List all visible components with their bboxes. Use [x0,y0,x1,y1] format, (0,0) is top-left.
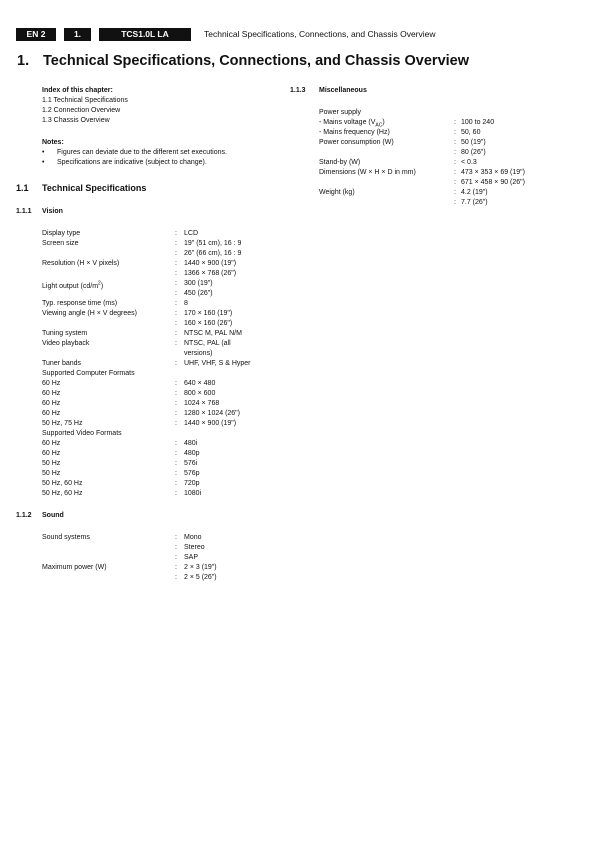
spec-colon: : [175,390,177,397]
spec-value: 50 (19") [461,139,486,146]
spec-row [42,289,302,299]
spec-value: 640 × 480 [184,380,216,387]
spec-value: 4.2 (19") [461,189,488,196]
section-1-1-1-number: 1.1.1 [16,208,32,215]
spec-label: Tuner bands [42,360,82,367]
spec-row [42,449,302,459]
spec-value: 7.7 (26") [461,199,488,206]
spec-row [42,259,302,269]
spec-label: Display type [42,230,81,237]
spec-colon: : [175,574,177,581]
spec-label: Stand-by (W) [319,159,361,166]
spec-label: 60 Hz [42,440,61,447]
note-bullet: • [42,159,45,166]
spec-value: < 0.3 [461,159,477,166]
spec-colon: : [175,410,177,417]
spec-row [42,359,302,369]
spec-row [319,128,579,138]
spec-row [42,239,302,249]
spec-colon: : [454,119,456,126]
spec-label: Typ. response time (ms) [42,300,118,307]
spec-value: 19" (51 cm), 16 : 9 [184,240,242,247]
spec-value: 160 × 160 (26") [184,320,233,327]
spec-label: 50 Hz, 60 Hz [42,480,83,487]
spec-label: Dimensions (W × H × D in mm) [319,169,416,176]
note-item: Specifications are indicative (subject to change). [57,159,207,166]
spec-row [319,198,579,208]
spec-label: - Mains voltage $(V_{AC})$ [319,119,385,129]
spec-value: UHF, VHF, S & Hyper [184,360,251,367]
spec-value: SAP [184,554,199,561]
spec-value: LCD [184,230,199,237]
page-number-tab: EN 2 [16,28,56,41]
spec-colon: : [454,129,456,136]
spec-colon: : [175,360,177,367]
spec-label: Power consumption (W) [319,139,394,146]
spec-row [42,309,302,319]
model-tab: TCS1.0L LA [99,28,191,41]
spec-colon: : [175,300,177,307]
header-title: Technical Specifications, Connections, and Chassis Overview [204,29,436,39]
chapter-title-text: Technical Specifications, Connections, and Chassis Overview [43,53,470,69]
spec-colon: : [175,460,177,467]
spec-value: 480i [184,440,198,447]
spec-label: 60 Hz [42,410,61,417]
notes-heading: Notes: [42,139,64,146]
spec-value: 576p [184,470,200,477]
spec-row [42,439,302,449]
spec-colon: : [175,400,177,407]
spec-row [42,563,302,573]
spec-value: NTSC M, PAL N/M [184,330,242,337]
spec-colon: : [454,169,456,176]
spec-row [42,349,302,359]
spec-label: Sound systems [42,534,90,541]
section-1-1-number: 1.1 [16,183,29,193]
spec-row [42,399,302,409]
index-heading: Index of this chapter: [42,87,113,94]
spec-colon: : [175,480,177,487]
spec-row [42,459,302,469]
spec-row [42,229,302,239]
chapter-number-tab: 1. [64,28,91,41]
spec-label: 50 Hz [42,460,61,467]
spec-row [42,269,302,279]
spec-label: 50 Hz, 75 Hz [42,420,83,427]
spec-label: 60 Hz [42,450,61,457]
spec-value: 8 [184,300,188,307]
spec-label: Viewing angle (H × V degrees) [42,310,138,317]
spec-colon: : [454,199,456,206]
spec-row [42,339,302,349]
spec-row [319,178,579,188]
spec-value: 100 to 240 [461,119,495,126]
spec-value: 1024 × 768 [184,400,220,407]
section-1-1-1-title: Vision [42,208,63,215]
spec-value: 576i [184,460,198,467]
spec-value: Mono [184,534,202,541]
spec-label: 60 Hz [42,400,61,407]
spec-row [42,479,302,489]
spec-value: 1440 × 900 (19") [184,260,237,267]
spec-row [42,299,302,309]
section-1-1-3-title: Miscellaneous [319,87,367,94]
spec-row [319,108,579,118]
spec-row [42,329,302,339]
spec-value: 1366 × 768 (26") [184,270,237,277]
spec-colon: : [175,250,177,257]
spec-value: 1080i [184,490,202,497]
spec-colon: : [175,280,177,287]
spec-colon: : [175,320,177,327]
spec-value: versions) [184,350,213,357]
spec-label: Supported Computer Formats [42,370,135,377]
spec-value: 800 × 600 [184,390,216,397]
spec-row [42,533,302,543]
spec-colon: : [175,440,177,447]
spec-value: 300 (19") [184,280,213,287]
spec-row [319,188,579,198]
spec-label: 60 Hz [42,390,61,397]
spec-label: Screen size [42,240,79,247]
chapter-number: 1. [17,53,30,69]
spec-value: 80 (26") [461,149,486,156]
note-bullet: • [42,149,45,156]
spec-colon: : [175,420,177,427]
spec-colon: : [175,330,177,337]
spec-value: 2 × 5 (26") [184,574,217,581]
spec-value: 26" (66 cm), 16 : 9 [184,250,242,257]
spec-value: 480p [184,450,200,457]
spec-value: 720p [184,480,200,487]
spec-row [42,543,302,553]
spec-label: 50 Hz, 60 Hz [42,490,83,497]
chapter-title [17,53,469,69]
index-item: 1.2 Connection Overview [42,107,121,114]
spec-label: Video playback [42,340,90,347]
spec-row [42,469,302,479]
spec-colon: : [175,490,177,497]
spec-value: 1280 × 1024 (26") [184,410,240,417]
spec-row [42,319,302,329]
spec-label: Supported Video Formats [42,430,122,437]
spec-value: NTSC, PAL (all [184,340,231,347]
spec-value: 2 × 3 (19") [184,564,217,571]
spec-colon: : [175,380,177,387]
spec-colon: : [175,230,177,237]
spec-label: 60 Hz [42,380,61,387]
index-item: 1.3 Chassis Overview [42,117,110,124]
spec-label: Light output $(cd/m^2)$ [42,281,104,291]
spec-value: 671 × 458 × 90 (26") [461,179,525,186]
spec-row [42,419,302,429]
spec-row [319,148,579,158]
spec-colon: : [175,270,177,277]
spec-colon: : [175,340,177,347]
spec-colon: : [175,450,177,457]
spec-row [42,379,302,389]
spec-row [42,369,302,379]
spec-row [42,429,302,439]
spec-value: 170 × 160 (19") [184,310,233,317]
section-1-1-title: Technical Specifications [42,183,147,193]
spec-colon: : [454,149,456,156]
spec-label: - Mains frequency (Hz) [319,129,390,136]
spec-row [42,389,302,399]
spec-colon: : [175,554,177,561]
section-1-1-2-number: 1.1.2 [16,512,32,519]
note-item: Figures can deviate due to the different set executions. [57,149,227,156]
spec-colon: : [175,310,177,317]
spec-value: 473 × 353 × 69 (19") [461,169,525,176]
spec-label: Resolution (H × V pixels) [42,260,120,267]
spec-colon: : [175,534,177,541]
spec-row [319,168,579,178]
spec-colon: : [175,290,177,297]
spec-colon: : [454,159,456,166]
spec-colon: : [175,240,177,247]
spec-row [319,158,579,168]
spec-colon: : [175,544,177,551]
section-1-1-2-title: Sound [42,512,64,519]
spec-value: 450 (26") [184,290,213,297]
spec-colon: : [175,470,177,477]
spec-row [42,553,302,563]
spec-label: Maximum power (W) [42,564,107,571]
spec-row [42,249,302,259]
spec-label: Weight (kg) [319,189,355,196]
spec-row [42,573,302,583]
spec-value: 1440 × 900 (19") [184,420,237,427]
spec-value: Stereo [184,544,205,551]
spec-label: Power supply [319,109,362,116]
spec-value: 50, 60 [461,129,481,136]
spec-colon: : [454,189,456,196]
spec-colon: : [175,564,177,571]
spec-label: Tuning system [42,330,88,337]
spec-colon: : [454,179,456,186]
spec-row [319,138,579,148]
section-1-1-3-number: 1.1.3 [290,87,306,94]
spec-colon: : [175,260,177,267]
spec-row [319,118,579,128]
index-item: 1.1 Technical Specifications [42,97,128,104]
spec-row [42,279,302,289]
spec-colon: : [454,139,456,146]
spec-row [42,489,302,499]
spec-label: 50 Hz [42,470,61,477]
spec-row [42,409,302,419]
